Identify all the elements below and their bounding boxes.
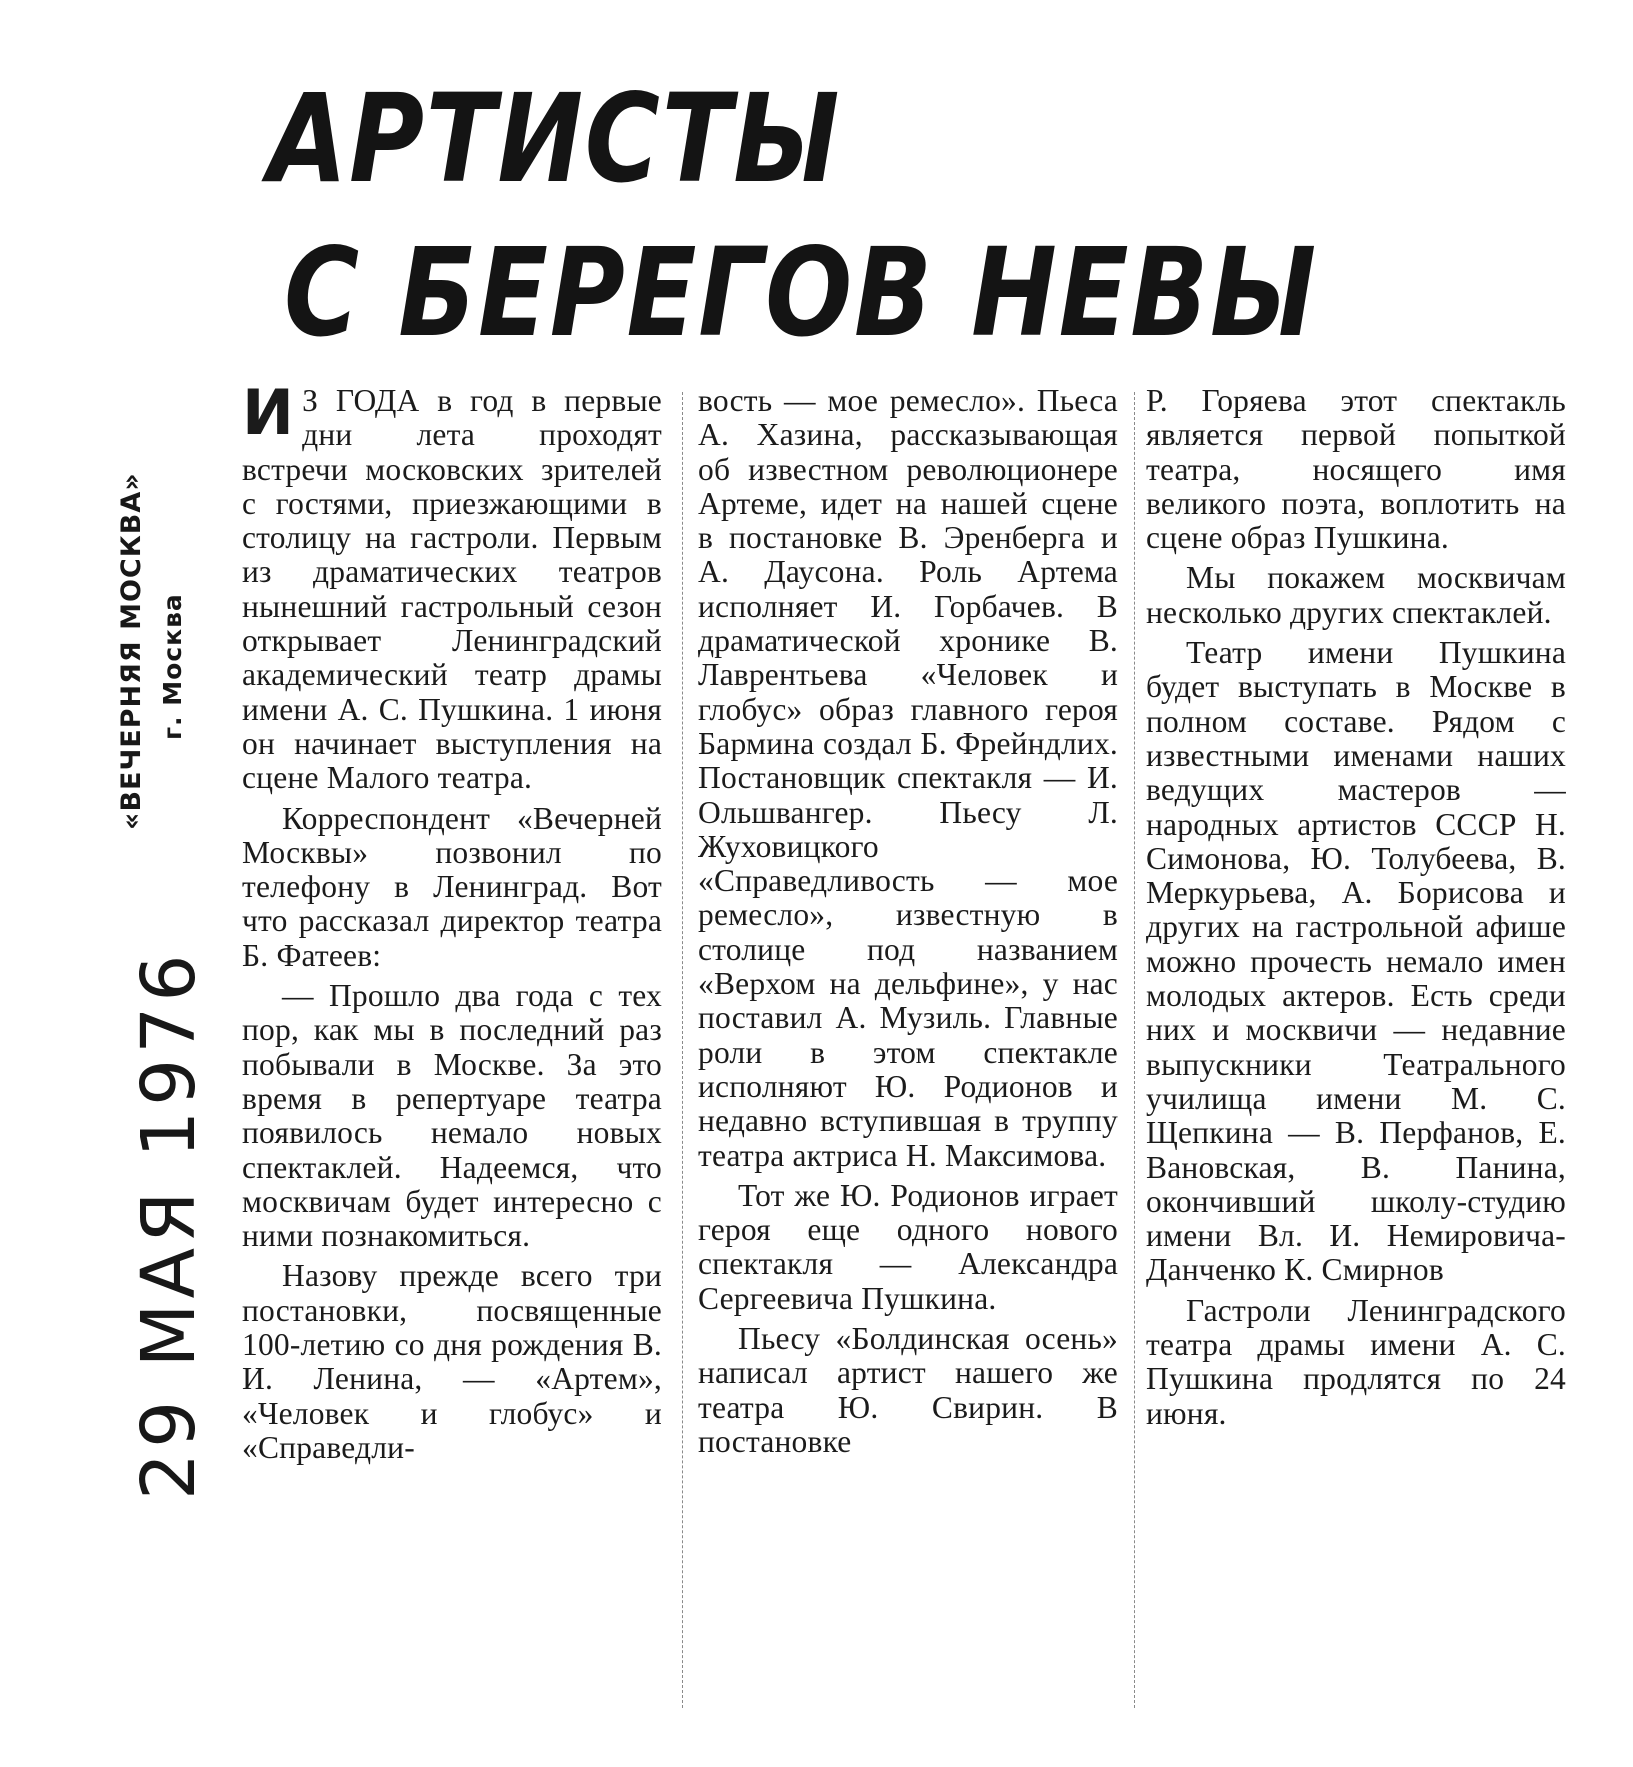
article-paragraph: Пьесу «Болдинская осень» написал артист нашего же театра Ю. Свирин. В постановке: [698, 1321, 1118, 1459]
article-paragraph: Гастроли Ленинградского театра драмы имени А. С. Пушкина продлятся по 24 июня.: [1146, 1292, 1566, 1431]
headline-line-1: АРТИСТЫ: [268, 68, 842, 210]
article-paragraph: Назову прежде всего три постановки, посвященные 100-летию со дня рождения В. И. Ленина, — «Артем», «Человек и глобус» и «Справедли-: [242, 1258, 662, 1465]
article-column-2: [698, 384, 1118, 1465]
article-column-3: [1146, 384, 1566, 1437]
stamp-newspaper-name: «ВЕЧЕРНЯЯ МОСКВА»: [116, 472, 147, 830]
article-paragraph: Тот же Ю. Родионов играет героя еще одного нового спектакля — Александра Сергеевича Пушкина.: [698, 1177, 1118, 1316]
archive-stamp: [116, 460, 212, 1510]
article-column-1: [242, 376, 662, 1471]
column-divider: [682, 392, 683, 1708]
article-paragraph: вость — мое ремесло». Пьеса А. Хазина, рассказывающая об известном революционере Артеме, идет на нашей сцене в постановке В. Эренберга и А. Даусона. Роль Артема исполняет И. Горбачев. В драматической хронике В. Лаврентьева «Человек и глобус» образ главного героя Бармина создал Б. Фрейндлих. Постановщик спектакля — И. Ольшвангер. Пьесу Л. Жуховицкого «Справедливость — мое ремесло», известную в столице под названием «Верхом на дельфине», у нас поставил А. Музиль. Главные роли в этом спектакле исполняют Ю. Родионов и недавно вступившая в труппу театра актриса Н. Максимова.: [698, 383, 1118, 1173]
column-divider: [1134, 392, 1135, 1708]
article-paragraph: Корреспондент «Вечерней Москвы» позвонил по телефону в Ленинград. Вот что рассказал директор театра Б. Фатеев:: [242, 800, 662, 973]
drop-cap: И: [242, 376, 295, 449]
headline-line-2: С БЕРЕГОВ НЕВЫ: [284, 222, 1318, 364]
article-paragraph: Театр имени Пушкина будет выступать в Москве в полном составе. Рядом с известными именами наших ведущих мастеров — народных артистов СССР Н. Симонова, Ю. Толубеева, В. Меркурьева, А. Борисова и других на гастрольной афише можно прочесть немало имен молодых актеров. Есть среди них и москвичи — недавние выпускники Театрального училища имени М. С. Щепкина — В. Перфанов, Е. Вановская, В. Панина, окончивший школу-студию имени Вл. И. Немировича-Данченко К. Смирнов: [1146, 635, 1566, 1288]
article-paragraph: Р. Горяева этот спектакль является первой попыткой театра, носящего имя великого поэта, воплотить на сцене образ Пушкина.: [1146, 383, 1566, 556]
article-paragraph: — Прошло два года с тех пор, как мы в последний раз побывали в Москве. За это время в репертуаре театра появилось немало новых спектаклей. Надеемся, что москвичам будет интересно с ними познакомиться.: [242, 978, 662, 1254]
article-paragraph: [242, 376, 662, 796]
paragraph-text: З ГОДА в год в первые дни лета проходят встречи московских зрителей с гостями, приезжающими в столицу на гастроли. Первым из драматических театров нынешний гастрольный сезон открывает Ленинградский академический театр драмы имени А. С. Пушкина. 1 июня он начинает выступления на сцене Малого театра.: [242, 383, 662, 796]
stamp-city: г. Москва: [158, 593, 187, 740]
stamp-date: 29 МАЯ 1976: [126, 949, 212, 1500]
article-paragraph: Мы покажем москвичам несколько других спектаклей.: [1146, 560, 1566, 630]
